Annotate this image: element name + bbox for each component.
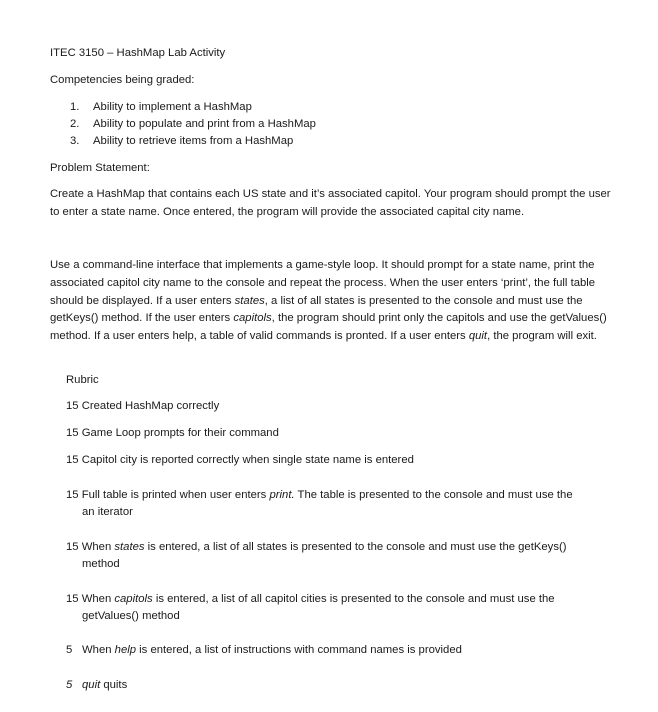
document-title: ITEC 3150 – HashMap Lab Activity: [50, 47, 226, 59]
rubric-points: 15: [66, 427, 79, 439]
competency-item: [70, 100, 252, 114]
problem-heading: Problem Statement:: [50, 162, 150, 174]
rubric-text: Created HashMap correctly: [81, 400, 220, 412]
rubric-item: [66, 425, 626, 442]
rubric-points: 15: [66, 489, 79, 501]
command-print: print.: [269, 489, 295, 501]
rubric-text: Capitol city is reported correctly when single state name is entered: [81, 454, 414, 466]
command-capitols: capitols: [233, 312, 272, 325]
rubric-text: Game Loop prompts for their command: [81, 427, 279, 439]
rubric-item: [66, 452, 626, 469]
rubric-points: 15: [66, 593, 79, 605]
rubric-text: Full table is printed when user enters: [81, 489, 270, 501]
rubric-text: is entered, a list of all states is presented to the console and must use the getKeys(): [144, 541, 567, 553]
competency-text: Ability to implement a HashMap: [93, 101, 252, 113]
competency-item: [70, 134, 293, 148]
rubric-item: [66, 487, 626, 521]
competency-item: [70, 117, 316, 131]
competency-number: 1.: [70, 101, 80, 113]
rubric-text: When: [82, 644, 115, 656]
rubric-item: [66, 539, 626, 573]
command-states: states: [114, 541, 145, 553]
rubric-text: When: [81, 593, 115, 605]
command-quit: quit: [82, 679, 101, 691]
rubric-item: [66, 591, 626, 625]
paragraph-text: , a list of all states is presented to the console and must use the getKeys() method. If the user enters: [50, 294, 583, 325]
problem-paragraph-1: Create a HashMap that contains each US state and it’s associated capitol. Your program should prompt the user to enter a state name. Once entered, the program will provide the associated capital city name.: [50, 188, 611, 218]
rubric-text: When: [81, 541, 115, 553]
rubric-text: is entered, a list of instructions with command names is provided: [136, 644, 462, 656]
rubric-text-continuation: getValues() method: [82, 610, 180, 622]
competency-text: Ability to populate and print from a HashMap: [93, 118, 316, 130]
rubric-text-continuation: an iterator: [82, 506, 133, 518]
rubric-text: The table is presented to the console and must use the: [294, 489, 573, 501]
rubric-points: 5: [66, 644, 73, 656]
command-states: states: [234, 294, 265, 307]
rubric-text: is entered, a list of all capitol cities is presented to the console and must use the: [152, 593, 555, 605]
paragraph-text: , the program should print only the capitols and use the getValues() method. If a user enters help, a table of valid commands is pronted. If a user enters: [50, 312, 607, 343]
paragraph-text: Use a command-line interface that implements a game-style loop. It should prompt for a state name, print the associated capitol city name to the console and repeat the process. When the user enters ‘print’, the full table should be displayed. If a user enters: [50, 259, 596, 307]
rubric-item: [66, 677, 626, 694]
command-help: help: [114, 644, 137, 656]
rubric-heading: Rubric: [66, 374, 99, 386]
command-capitols: capitols: [114, 593, 153, 605]
competency-number: 2.: [70, 118, 80, 130]
competency-text: Ability to retrieve items from a HashMap: [93, 135, 294, 147]
rubric-item: [66, 398, 626, 415]
rubric-text-continuation: method: [82, 558, 120, 570]
command-quit: quit: [468, 330, 488, 343]
rubric-item: [66, 642, 626, 659]
competency-number: 3.: [70, 135, 80, 147]
paragraph-text: , the program will exit.: [487, 330, 597, 343]
rubric-points: 5: [66, 679, 73, 691]
rubric-points: 15: [66, 400, 79, 412]
problem-paragraph-2: [50, 257, 620, 346]
rubric-points: 15: [66, 454, 79, 466]
rubric-points: 15: [66, 541, 79, 553]
competencies-heading: Competencies being graded:: [50, 74, 195, 86]
rubric-text: quits: [100, 679, 128, 691]
